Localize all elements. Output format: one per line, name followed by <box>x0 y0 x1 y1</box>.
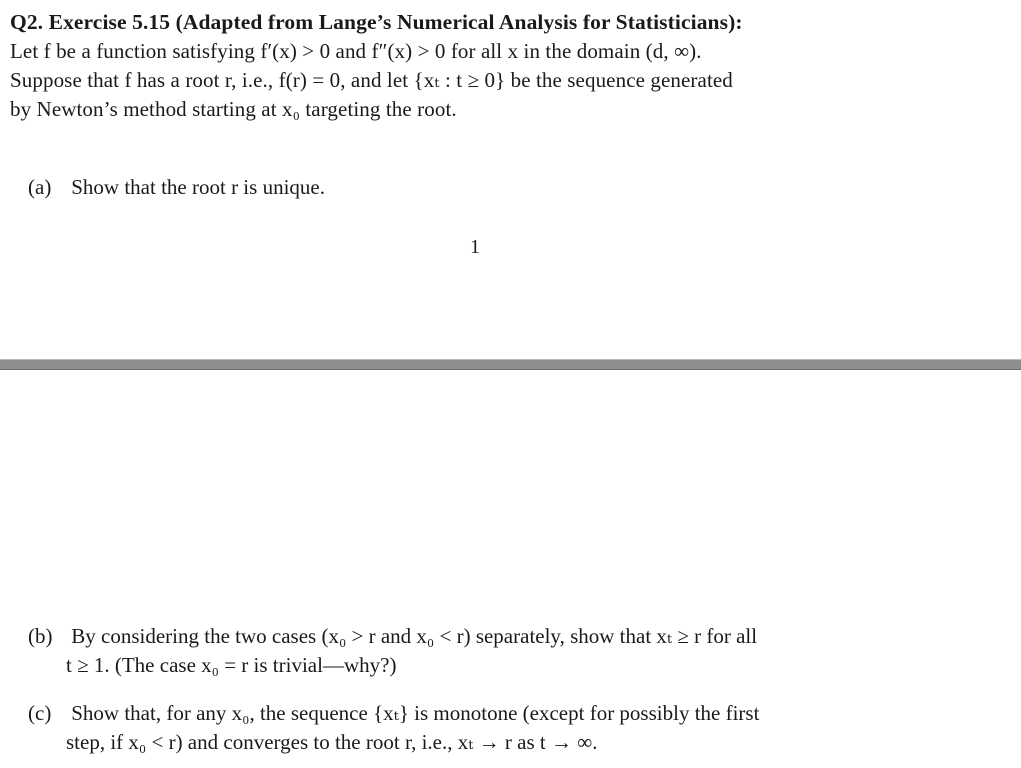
part-a <box>28 173 325 202</box>
question-line-3: by Newton’s method starting at x₀ targeting the root. <box>10 97 457 121</box>
part-c-line-1: Show that, for any x₀, the sequence {xₜ} is monotone (except for possibly the first <box>71 701 760 725</box>
part-b-line-1: By considering the two cases (x₀ > r and x₀ < r) separately, show that xₜ ≥ r for all <box>71 624 758 648</box>
question-block <box>10 8 1010 124</box>
question-title: Q2. Exercise 5.15 (Adapted from Lange’s Numerical Analysis for Statisticians): <box>10 10 743 34</box>
part-a-label: (a) <box>28 175 52 199</box>
page-separator <box>0 359 1021 370</box>
page-bottom <box>0 370 1021 768</box>
part-b <box>28 622 757 680</box>
page-top <box>0 0 1021 360</box>
page-number: 1 <box>470 236 480 258</box>
part-c-line-2: step, if x₀ < r) and converges to the root r, i.e., xₜ → r as t → ∞. <box>66 730 598 754</box>
part-c <box>28 699 759 757</box>
part-b-label: (b) <box>28 624 53 648</box>
part-c-label: (c) <box>28 701 52 725</box>
question-line-2: Suppose that f has a root r, i.e., f(r) = 0, and let {xₜ : t ≥ 0} be the sequence generated <box>10 68 733 92</box>
part-a-text: Show that the root r is unique. <box>71 175 325 199</box>
part-b-line-2: t ≥ 1. (The case x₀ = r is trivial—why?) <box>66 653 397 677</box>
question-line-1: Let f be a function satisfying f′(x) > 0 and f″(x) > 0 for all x in the domain (d, ∞). <box>10 39 702 63</box>
